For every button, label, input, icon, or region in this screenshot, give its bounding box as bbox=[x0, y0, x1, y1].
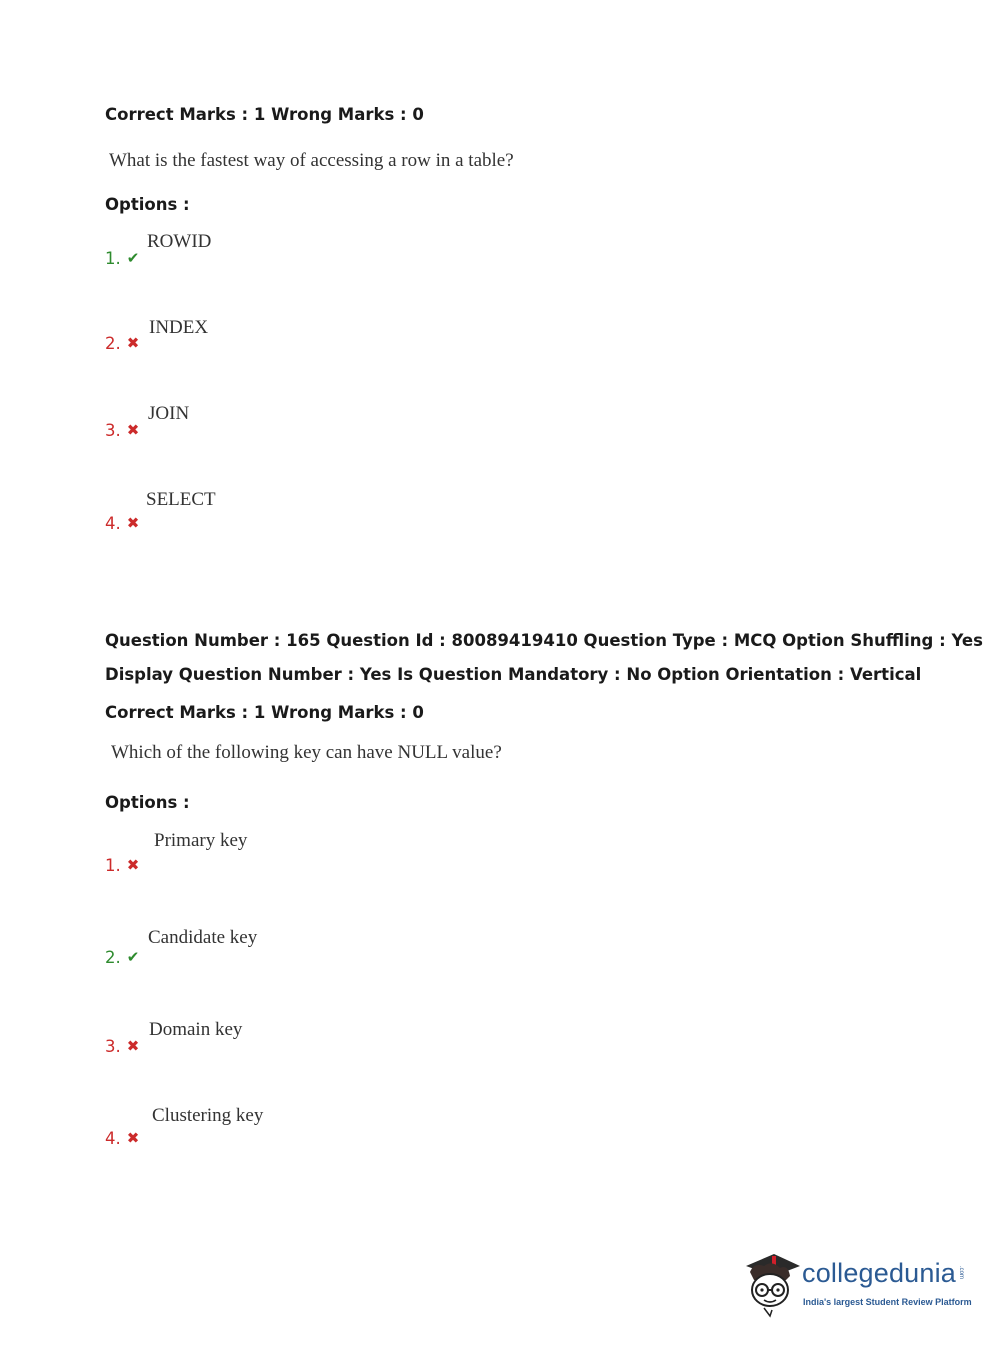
q2-option-4-index: 4. bbox=[105, 1129, 121, 1148]
q1-option-2-index: 2. bbox=[105, 334, 121, 353]
q2-option-2-text: Candidate key bbox=[148, 927, 258, 948]
q1-option-1-number bbox=[105, 249, 139, 268]
q2-option-1-number bbox=[105, 856, 139, 875]
checkmark-icon: ✔ bbox=[126, 948, 140, 966]
cross-icon: ✖ bbox=[126, 514, 140, 532]
q1-question-text: What is the fastest way of accessing a row in a table? bbox=[109, 150, 514, 171]
q2-option-3-text: Domain key bbox=[149, 1019, 243, 1040]
cross-icon: ✖ bbox=[126, 856, 140, 874]
mascot-icon bbox=[742, 1250, 802, 1320]
cross-icon: ✖ bbox=[126, 1037, 140, 1055]
logo-tagline: India's largest Student Review Platform bbox=[803, 1297, 972, 1307]
collegedunia-logo bbox=[742, 1250, 972, 1320]
q1-marks: Correct Marks : 1 Wrong Marks : 0 bbox=[105, 105, 424, 124]
q1-option-2-text: INDEX bbox=[149, 317, 209, 338]
q2-header-line-1: Question Number : 165 Question Id : 80089419410 Question Type : MCQ Option Shuffling : Yes bbox=[105, 631, 983, 650]
q1-options-label: Options : bbox=[105, 195, 190, 214]
q1-option-1-text: ROWID bbox=[147, 231, 212, 252]
logo-wordmark: collegedunia bbox=[802, 1258, 957, 1288]
q2-option-4-text: Clustering key bbox=[152, 1105, 264, 1126]
q2-option-2-number bbox=[105, 948, 139, 967]
q2-option-1-text: Primary key bbox=[154, 830, 248, 851]
q2-option-3-index: 3. bbox=[105, 1037, 121, 1056]
q2-option-3-number bbox=[105, 1037, 139, 1056]
q2-option-4-number bbox=[105, 1129, 139, 1148]
q1-option-3-index: 3. bbox=[105, 421, 121, 440]
q1-option-4-text: SELECT bbox=[146, 489, 216, 510]
q2-option-1-index: 1. bbox=[105, 856, 121, 875]
logo-domain-suffix: .com bbox=[958, 1266, 964, 1280]
q2-option-2-index: 2. bbox=[105, 948, 121, 967]
cross-icon: ✖ bbox=[126, 421, 140, 439]
q2-options-label: Options : bbox=[105, 793, 190, 812]
q1-option-4-index: 4. bbox=[105, 514, 121, 533]
q2-header-line-2: Display Question Number : Yes Is Question Mandatory : No Option Orientation : Vertical bbox=[105, 665, 922, 684]
cross-icon: ✖ bbox=[126, 334, 140, 352]
q1-option-2-number bbox=[105, 334, 139, 353]
cross-icon: ✖ bbox=[126, 1129, 140, 1147]
q1-option-3-number bbox=[105, 421, 139, 440]
q2-question-text: Which of the following key can have NULL value? bbox=[111, 742, 502, 763]
q1-option-3-text: JOIN bbox=[148, 403, 190, 424]
q2-marks: Correct Marks : 1 Wrong Marks : 0 bbox=[105, 703, 424, 722]
checkmark-icon: ✔ bbox=[126, 249, 140, 267]
q1-option-4-number bbox=[105, 514, 139, 533]
q1-option-1-index: 1. bbox=[105, 249, 121, 268]
